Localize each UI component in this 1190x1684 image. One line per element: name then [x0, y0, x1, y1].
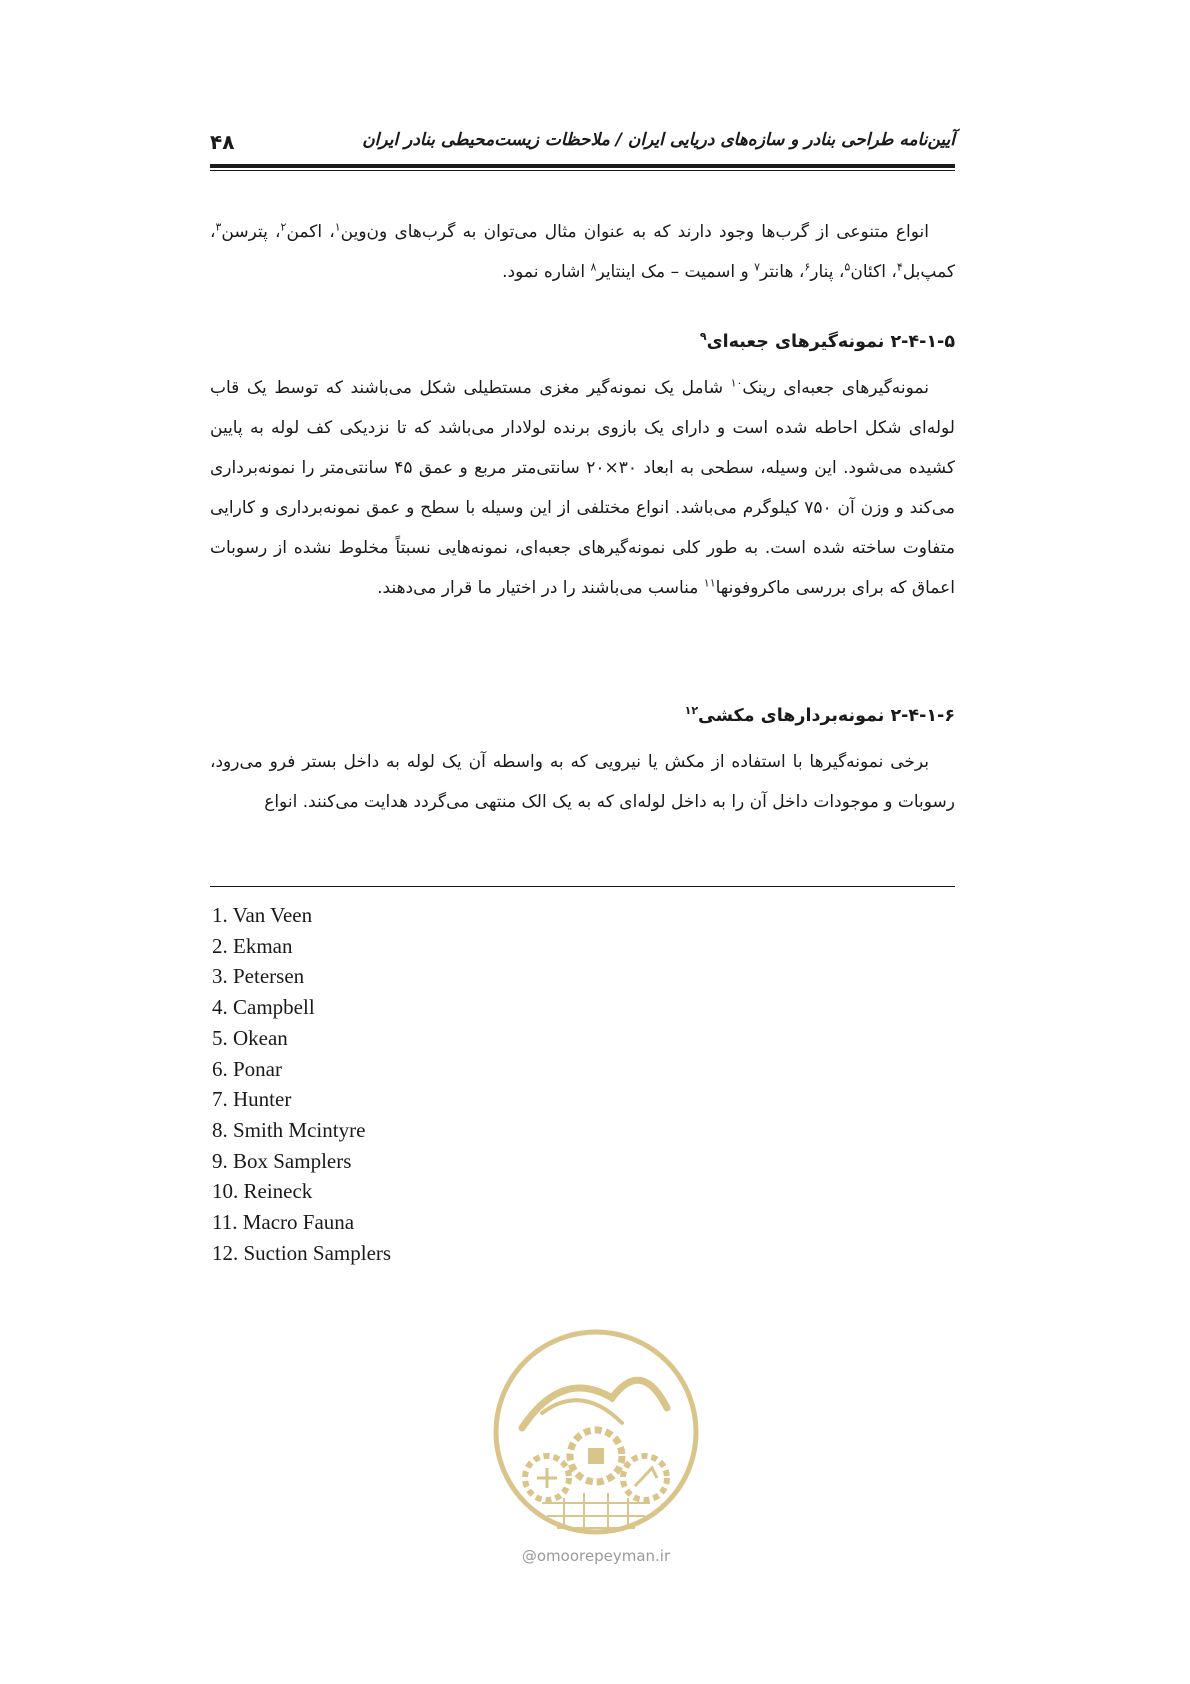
footnote-item: 4. Campbell: [212, 995, 315, 1020]
footnote-item: 11. Macro Fauna: [212, 1210, 355, 1235]
footnote-item: 3. Petersen: [212, 964, 305, 989]
paragraph-grab-types: انواع متنوعی از گرب‌ها وجود دارند که به عنوان مثال می‌توان به گرب‌های ون‌وین$^۱$، اکمن$^۲$، پترسن$^۳$، کمپ‌بل$^۴$، اکئان$^۵$، پنار$^۶$، هانتر$^۷$ و اسمیت – مک اینتایر$^۸$ اشاره نمود.: [210, 220, 955, 282]
header-rule-thick: [210, 164, 955, 168]
scales-icon: [537, 1468, 557, 1488]
footnote-item: 6. Ponar: [212, 1056, 282, 1081]
footnote-item: 10. Reineck: [212, 1179, 313, 1204]
footnote-item: 2. Ekman: [212, 933, 293, 958]
footnote-item: 8. Smith Mcintyre: [212, 1117, 366, 1142]
paragraph-box-samplers: نمونه‌گیرهای جعبه‌ای رینک$^{۱۰}$ شامل یک نمونه‌گیر مغزی مستطیلی شکل می‌باشند که توسط یک قاب لوله‌ای شکل احاطه شده است و دارای یک بازوی برنده لولادار می‌باشد که تا نزدیکی کف لوله به پایین کشیده می‌شود. این وسیله، سطحی به ابعاد ۳۰×۲۰ سانتی‌متر مربع و عمق ۴۵ سانتی‌متر را نمونه‌برداری می‌کند و وزن آن ۷۵۰ کیلوگرم می‌باشد. انواع مختلفی از این وسیله با سطح و عمق نمونه‌برداری و کارایی متفاوت ساخته شده است. به طور کلی نمونه‌گیرهای جعبه‌ای، نمونه‌هایی نسبتاً مخلوط نشده از رسوبات اعماق که برای بررسی ماکروفونها$^{۱۱}$ مناسب می‌باشند را در اختیار ما قرار می‌دهند.: [210, 376, 956, 598]
building-icon: [588, 1448, 604, 1464]
footnote-item: 1. Van Veen: [212, 903, 313, 927]
footnote-rule: [210, 886, 955, 887]
running-title: آیین‌نامه طراحی بنادر و سازه‌های دریایی ایران / ملاحظات زیست‌محیطی بنادر ایران: [362, 130, 955, 150]
footnote-item: 9. Box Samplers: [212, 1148, 352, 1173]
gear-icon: [623, 1456, 667, 1500]
paragraph-suction-samplers: برخی نمونه‌گیرها با استفاده از مکش یا نیرویی که به واسطه آن یک لوله به داخل بستر فرو می‌رود، رسوبات و موجودات داخل آن را به داخل لوله‌ای که به یک الک منتهی می‌گردد هدایت می‌کنند. انواع: [210, 752, 955, 812]
logo-calligraphy-stroke: [542, 1400, 622, 1423]
watermark-logo: [492, 1328, 700, 1544]
header-rule-thin: [210, 170, 955, 171]
excavator-icon: [635, 1468, 657, 1486]
footnote-item: 12. Suction Samplers: [212, 1240, 392, 1265]
section-heading-box-samplers: ۲-۴-۱-۵ نمونه‌گیرهای جعبه‌ای$^۹$: [699, 330, 955, 352]
page-header: [210, 128, 955, 164]
footnote-item: 5. Okean: [212, 1025, 288, 1050]
footnote-list: [212, 900, 391, 1268]
section-heading-suction-samplers: ۲-۴-۱-۶ نمونه‌بردارهای مکشی$^{۱۲}$: [684, 704, 955, 726]
footnote-item: 7. Hunter: [212, 1087, 292, 1112]
page-number: ۴۸: [210, 130, 235, 154]
watermark-caption: @omoorepeyman.ir: [521, 1547, 671, 1565]
